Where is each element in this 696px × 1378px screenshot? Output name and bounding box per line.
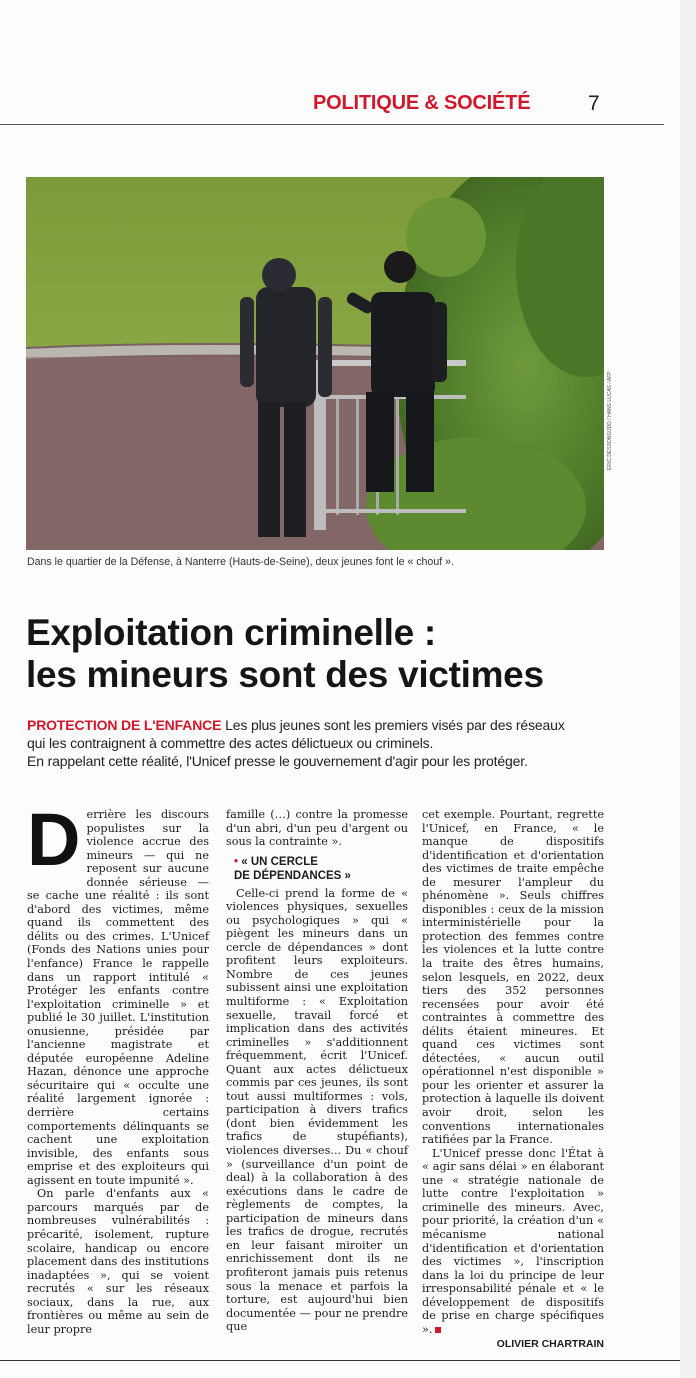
standfirst-line-1: Les plus jeunes sont les premiers visés par des réseaux — [221, 717, 565, 733]
bottom-divider — [0, 1360, 680, 1361]
photo-credit: ERIC DESSONS/JDD / HANS LUCAS / AFP — [607, 371, 613, 470]
photo-caption: Dans le quartier de la Défense, à Nanterre (Hauts-de-Seine), deux jeunes font le « chouf ». — [27, 556, 454, 568]
body-column-2 — [226, 808, 408, 1334]
header-divider — [0, 124, 664, 125]
body-column-3 — [422, 808, 604, 1352]
section-header: POLITIQUE & SOCIÉTÉ — [313, 92, 531, 114]
headline-line-1: Exploitation criminelle : — [26, 612, 436, 653]
body-paragraph: cet exemple. Pourtant, regrette l'Unicef, en France, « le manque de dispositifs d'identification et d'orientation des victimes de traite empêche de mesurer l'ampleur du phénomène ». Seuls chiffres disponibles : ceux de la mission interministérielle pour la protection des femmes contre les violences et la lutte contre la traite des êtres humains, selon lesquels, en 2022, deux tiers des 352 personnes recensées pour avoir été contraintes à commettre des délits étaient mineures. Et quand ces victimes sont détectées, « aucun outil opérationnel n'est disponible » pour les orienter et assurer la protection à laquelle ils doivent avoir droit, selon les conventions internationales ratifiées par la France. — [422, 808, 604, 1147]
body-paragraph: errière les discours populistes sur la violence accrue des mineurs — qui ne reposent sur aucune donnée sérieuse — se cache une réalité : ils sont d'abord des victimes, même quand ils commettent des délits ou des crimes. L'Unicef (Fonds des Nations unies pour l'enfance) France le rappelle dans un rapport intitulé « Protéger les enfants contre l'exploitation criminelle » et publié le 30 juillet. L'institution onusienne, présidée par l'ancienne magistrate et députée européenne Adeline Hazan, dénonce une approche sécuritaire qui « occulte une réalité largement ignorée : derrière certains comportements délinquants se cachent une exploitation invisible, des enfants sous emprise et des exploiteurs qui agissent en toute impunité ». — [27, 808, 209, 1187]
subheading-line-1: « UN CERCLE — [241, 855, 318, 868]
subheading-bullet-icon: • — [234, 855, 239, 868]
body-paragraph-last — [422, 1147, 604, 1337]
standfirst-line-3: En rappelant cette réalité, l'Unicef presse le gouvernement d'agir pour les protéger. — [27, 753, 528, 769]
end-mark-icon — [435, 1327, 441, 1333]
standfirst-kicker: PROTECTION DE L'ENFANCE — [27, 717, 222, 733]
standfirst — [27, 716, 667, 770]
page-edge — [680, 0, 696, 1378]
body-paragraph-text: L'Unicef presse donc l'État à « agir sans délai » en élaborant une « stratégie nationale de lutte contre l'exploitation » criminelle des mineurs. Avec, pour priorité, la création d'un « mécanisme national d'identification et d'orientation des victimes », l'inscription dans la loi du principe de leur irresponsabilité pénale et « le développement de dispositifs de prise en charge spécifiques ». — [422, 1146, 604, 1336]
author-byline: OLIVIER CHARTRAIN — [496, 1338, 604, 1351]
drop-cap: D — [27, 798, 81, 881]
subheading — [234, 855, 408, 883]
body-paragraph: famille (…) contre la promesse d'un abri, d'un peu d'argent ou sous la contrainte ». — [226, 808, 408, 849]
body-paragraph: Celle-ci prend la forme de « violences physiques, sexuelles ou psychologiques » qui « piègent les mineurs dans un cercle de dépendances » dont profitent leurs exploiteurs. Nombre de ces jeunes subissent ainsi une exploitation multiforme : « Exploitation sexuelle, travail forcé et implication dans des activités criminelles » s'additionnent fréquemment, écrit l'Unicef. Quant aux actes délictueux commis par ces jeunes, ils sont tout aussi multiformes : vols, participation à divers trafics (dont bien évidemment les trafics de stupéfiants), violences diverses... Du « chouf » (surveillance d'un point de deal) à la collaboration à des exécutions dans le cadre de règlements de comptes, la participation de mineurs dans les trafics de drogue, recrutés en leur faisant miroiter un enrichissement dont ils ne profiteront jamais puis retenus sous la menace et parfois la torture, est aujourd'hui bien documentée — pour ne prendre que — [226, 886, 408, 1334]
body-paragraph: On parle d'enfants aux « parcours marqués par de nombreuses vulnérabilités : précarité, isolement, rupture scolaire, handicap ou encore placement dans des institutions inadaptées », qui se voient recrutés « sur les réseaux sociaux, dans la rue, aux frontières ou même au sein de leur propre — [27, 1187, 209, 1336]
article-photo — [26, 177, 604, 550]
page-number: 7 — [588, 92, 600, 115]
standfirst-line-2: qui les contraignent à commettre des actes délictueux ou criminels. — [27, 735, 434, 751]
body-column-1 — [27, 798, 209, 1336]
article-headline — [26, 612, 666, 696]
subheading-line-2: DE DÉPENDANCES » — [234, 869, 351, 882]
headline-line-2: les mineurs sont des victimes — [26, 654, 544, 695]
